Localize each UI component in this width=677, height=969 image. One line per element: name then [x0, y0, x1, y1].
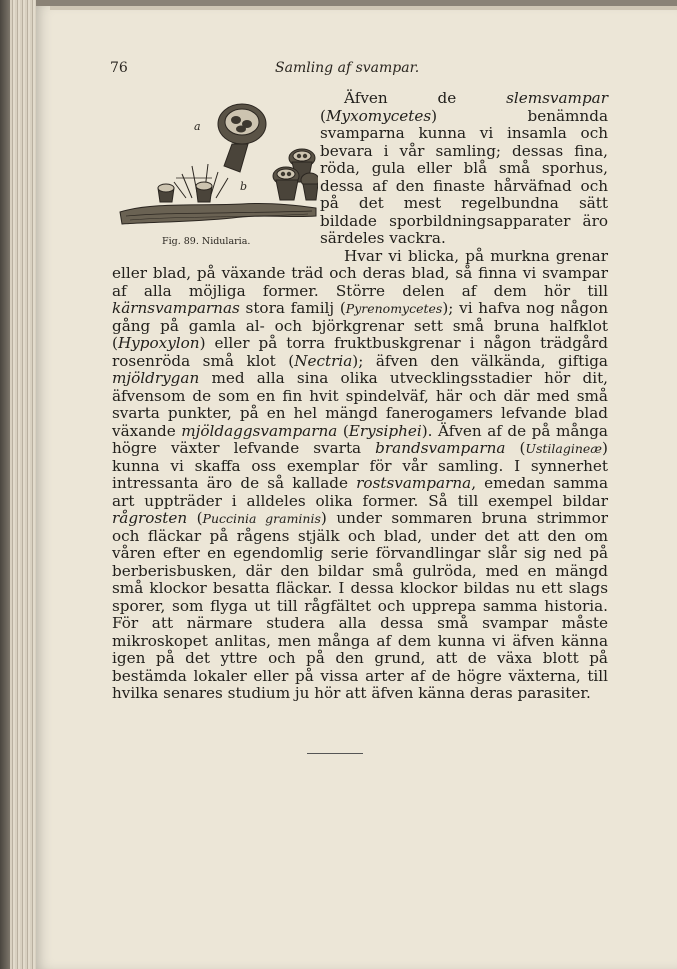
body-text: [112, 90, 608, 703]
running-head: Samling af svampar.: [275, 60, 420, 76]
end-rule: [307, 753, 363, 754]
paragraph-1: Äfven de slemsvampar (Myxomycetes) benämnda svamparna kunna vi insamla och bevara i vår samling; dessas fina, röda, gula eller blå små sporhus, dessa af den finaste hårväfnad och på det mest regelbundna sätt bildade sporbildningsapparater äro särdeles vackra.: [320, 89, 608, 247]
figure-label-a: a: [194, 120, 201, 133]
page-top-edge: [50, 6, 677, 10]
figure-space: [112, 90, 320, 250]
page-number: 76: [110, 60, 128, 76]
page-edges: [10, 0, 36, 969]
book-binding-shadow: [0, 0, 10, 969]
figure-label-b: b: [240, 180, 248, 193]
figure-caption: Fig. 89. Nidularia.: [162, 236, 251, 247]
paragraph-2: Hvar vi blicka, på murkna grenar eller blad, på växande träd och deras blad, så finna vi svampar af alla möjliga former. Större delen af dem hör till kärnsvamparnas stora familj (Pyrenomycetes); vi hafva nog någon gång på gamla al- och björkgrenar sett små bruna halfklot (Hypoxylon) eller på torra fruktbuskgrenar i någon trädgård rosenröda små klot (Nectria); äfven den välkända, giftiga mjöldrygan med alla sina olika utvecklingsstadier hör dit, äfvensom de som en fin hvit spindelväf, här och där med små svarta punkter, på en hel mängd fanerogamers lefvande blad växande mjöldaggsvamparna (Erysiphei). Äfven af de på många högre växter lefvande svarta brandsvamparna (Ustilagineæ) kunna vi skaffa oss exemplar för vår samling. I synnerhet intressanta äro de så kallade rostsvamparna, emedan samma art uppträder i alldeles olika former. Så till exempel bildar rågrosten (Puccinia graminis) under sommaren bruna strimmor och fläckar på rågens stjälk och blad, under det att den om våren efter en egendomlig serie förvandlingar slår sig ned på berberisbusken, där den bildar små gulröda, med en mängd små klockor besatta fläckar. I dessa klockor bildas nu ett slags sporer, som flyga ut till rågfältet och upprepa samma historia. För att närmare studera alla dessa små svampar måste mikroskopet anlitas, men många af dem kunna vi äfven känna igen på det yttre och på den grund, att de växa blott på bestämda lokaler eller på vissa arter af de högre växterna, till hvilka senares studium ju hör att äfven känna deras parasiter.: [112, 246, 608, 702]
